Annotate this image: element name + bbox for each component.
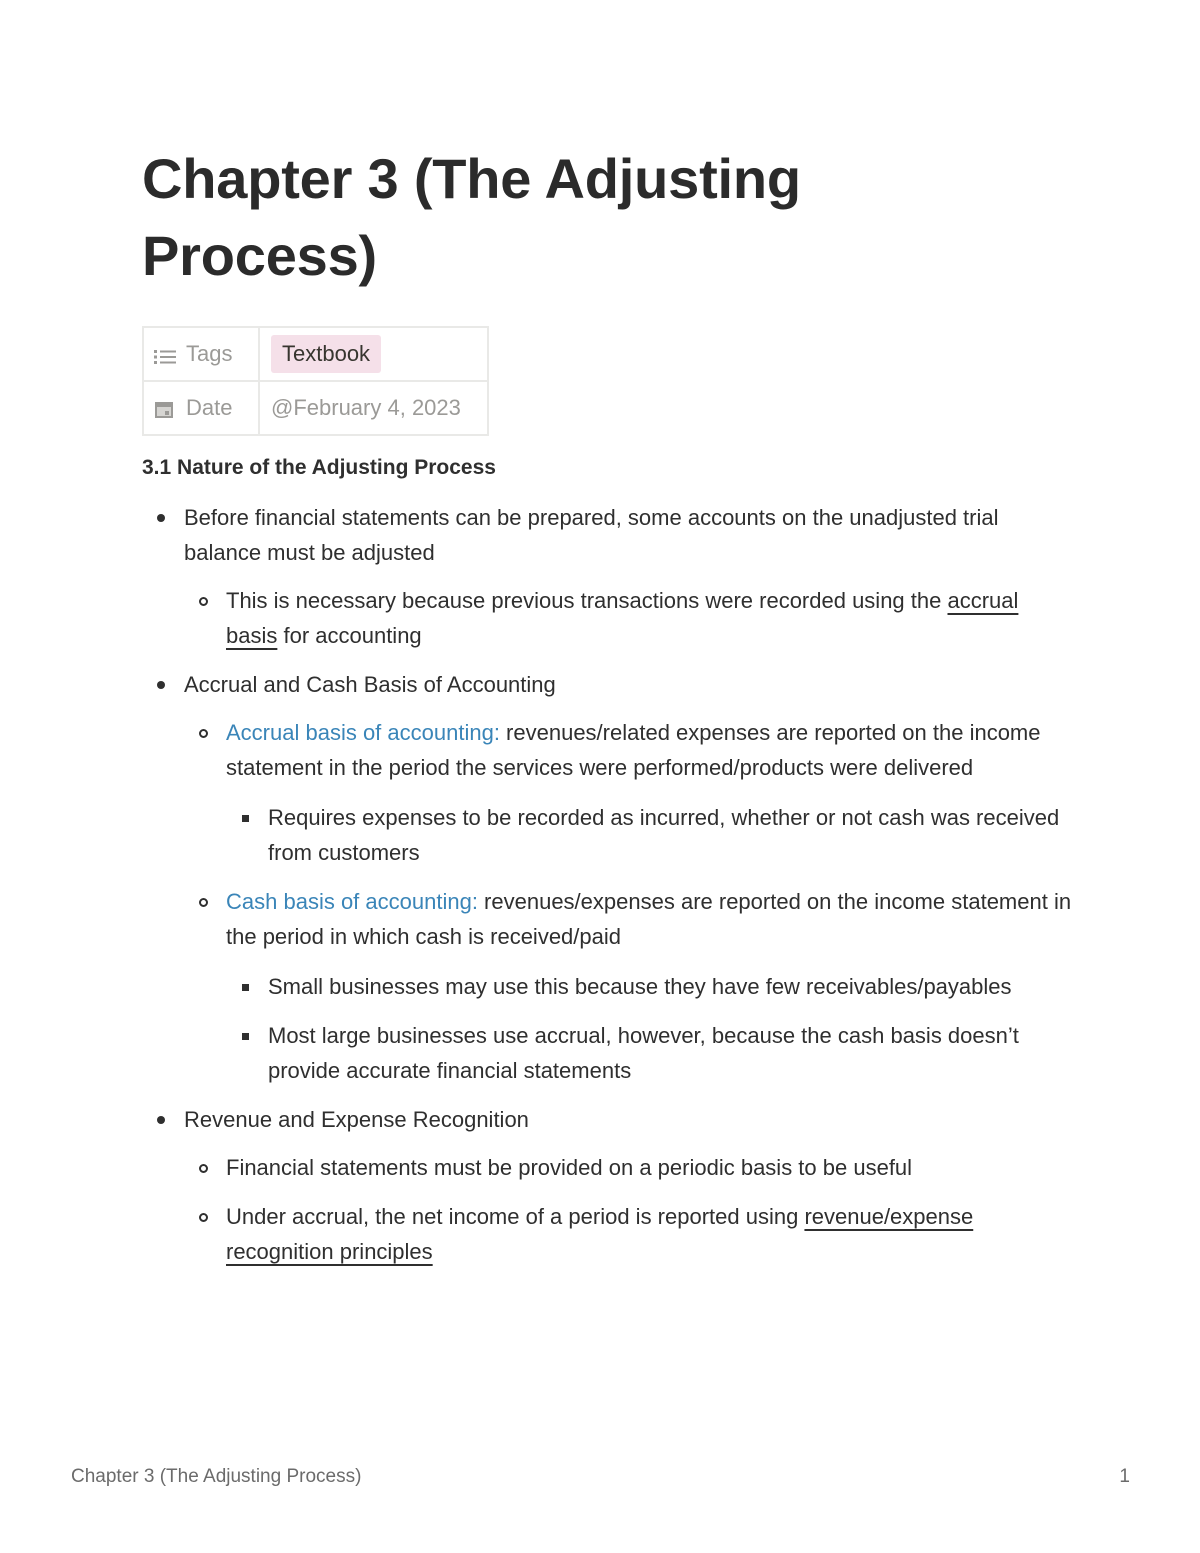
- property-key-date: [143, 381, 259, 435]
- underlined-term: revenue/expense recognition principles: [226, 1204, 974, 1264]
- notes-body: [142, 500, 1072, 1283]
- list-item: Small businesses may use this because they have few receivables/payables: [226, 969, 1072, 1004]
- list-item: Cash basis of accounting: revenues/expenses are reported on the income statement in the period in which cash is received/paid Small businesses may use this because they have few receivables/payables Most large businesses use accrual, however, because the cash basis doesn’t provide accurate financial statements: [184, 884, 1072, 1088]
- term-highlight: Cash basis of accounting:: [226, 889, 478, 914]
- property-value-tags: [259, 327, 488, 381]
- footer-title: Chapter 3 (The Adjusting Process): [71, 1466, 362, 1487]
- list-item: Under accrual, the net income of a period is reported using revenue/expense recognition principles: [184, 1199, 1072, 1269]
- properties-table: [142, 326, 489, 436]
- property-row-date: [143, 381, 488, 435]
- sub-list: [184, 583, 1072, 653]
- list-item: Requires expenses to be recorded as incurred, whether or not cash was received from customers: [226, 800, 1072, 870]
- list-item: Revenue and Expense Recognition Financial statements must be provided on a periodic basis to be useful Under accrual, the net income of a period is reported using revenue/expense recognition principles: [142, 1102, 1072, 1269]
- sub-sub-list: [226, 969, 1072, 1088]
- sub-sub-list: [226, 800, 1072, 870]
- bullet-list: [142, 500, 1072, 1269]
- property-value-date[interactable]: @February 4, 2023: [259, 381, 488, 435]
- page-number: 1: [1119, 1466, 1130, 1487]
- underlined-term: accrual basis: [226, 588, 1019, 648]
- list-item: Accrual and Cash Basis of Accounting Accrual basis of accounting: revenues/related expenses are reported on the income statement in the period the services were performed/products were delivered Requires expenses to be recorded as incurred, whether or not cash was received from customers Cash basis of accounting: revenues/expenses are reported on the income statement in the period in which cash is received/paid Small businesses may use this because they have few receivables/payables Most large businesses use accrual, however, because the cash basis doesn’t provide accurate financial statements: [142, 667, 1072, 1088]
- property-key-tags: [143, 327, 259, 381]
- list-item: Accrual basis of accounting: revenues/related expenses are reported on the income statement in the period the services were performed/products were delivered Requires expenses to be recorded as incurred, whether or not cash was received from customers: [184, 715, 1072, 870]
- tags-label: Tags: [186, 341, 233, 366]
- tag-badge[interactable]: Textbook: [271, 335, 381, 373]
- page-title: Chapter 3 (The Adjusting Process): [142, 147, 801, 287]
- list-item: Before financial statements can be prepared, some accounts on the unadjusted trial balance must be adjusted This is necessary because previous transactions were recorded using the accrual basis for accounting: [142, 500, 1072, 653]
- term-highlight: Accrual basis of accounting:: [226, 720, 500, 745]
- list-item: Financial statements must be provided on a periodic basis to be useful: [184, 1150, 1072, 1185]
- list-item: This is necessary because previous transactions were recorded using the accrual basis for accounting: [184, 583, 1072, 653]
- date-label: Date: [186, 395, 233, 420]
- section-heading: 3.1 Nature of the Adjusting Process: [142, 456, 496, 479]
- property-row-tags: [143, 327, 488, 381]
- list-icon: [154, 345, 176, 361]
- sub-list: [184, 1150, 1072, 1269]
- calendar-icon: [154, 399, 176, 415]
- sub-list: [184, 715, 1072, 1088]
- list-item: Most large businesses use accrual, however, because the cash basis doesn’t provide accurate financial statements: [226, 1018, 1072, 1088]
